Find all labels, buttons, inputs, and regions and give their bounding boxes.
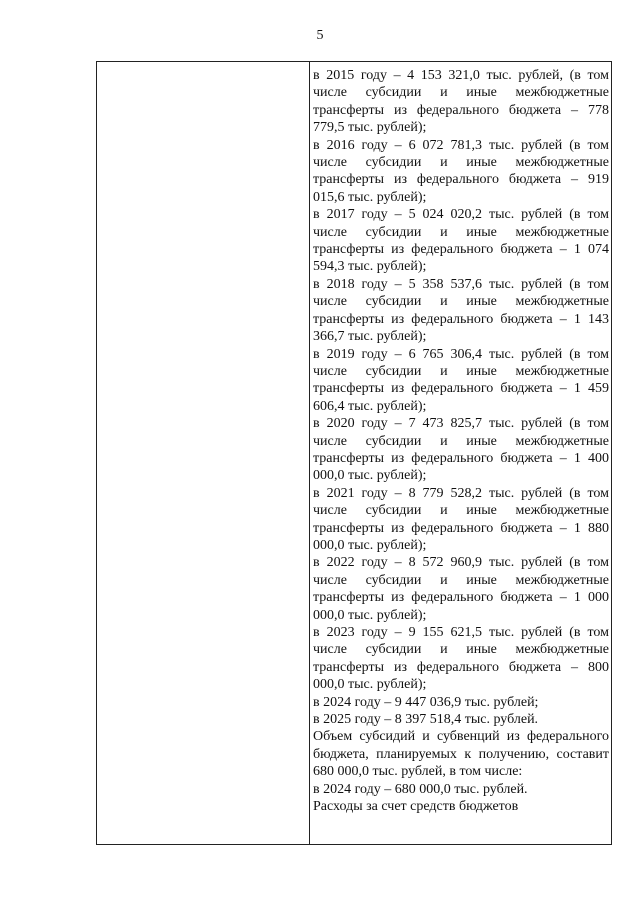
table-right-cell: [310, 62, 611, 844]
paragraph-2025: в 2025 году – 8 397 518,4 тыс. рублей.: [313, 712, 539, 728]
paragraph-2018: в 2018 году – 5 358 537,6 тыс. рублей (в том числе субсидии и иные межбюджетные трансферты из федерального бюджета – 1 143 366,7 тыс. рублей);: [313, 276, 609, 345]
paragraph-2022: в 2022 году – 8 572 960,9 тыс. рублей (в том числе субсидии и иные межбюджетные трансферты из федерального бюджета – 1 000 000,0 тыс. рублей);: [313, 555, 609, 623]
paragraph-2019: в 2019 году – 6 765 306,4 тыс. рублей (в том числе субсидии и иные межбюджетные трансферты из федерального бюджета – 1 459 606,4 тыс. рублей);: [313, 346, 609, 414]
budget-table: [96, 61, 612, 845]
page-number: 5: [316, 28, 324, 43]
paragraph-subsidies-volume: Объем субсидий и субвенций из федерального бюджета, планируемых к получению, составит 680 000,0 тыс. рублей, в том числе:: [313, 729, 609, 780]
paragraph-2021: в 2021 году – 8 779 528,2 тыс. рублей (в том числе субсидии и иные межбюджетные трансферты из федерального бюджета – 1 880 000,0 тыс. рублей);: [313, 485, 609, 553]
paragraph-2016: в 2016 году – 6 072 781,3 тыс. рублей (в том числе субсидии и иные межбюджетные трансферты из федерального бюджета – 919 015,6 тыс. рублей);: [313, 137, 609, 205]
paragraph-2024: в 2024 году – 9 447 036,9 тыс. рублей;: [313, 694, 539, 710]
paragraph-2020: в 2020 году – 7 473 825,7 тыс. рублей (в том числе субсидии и иные межбюджетные трансферты из федерального бюджета – 1 400 000,0 тыс. рублей);: [313, 416, 609, 484]
paragraph-2023: в 2023 году – 9 155 621,5 тыс. рублей (в том числе субсидии и иные межбюджетные трансферты из федерального бюджета – 800 000,0 тыс. рублей);: [313, 625, 609, 693]
paragraph-expenses: Расходы за счет средств бюджетов: [313, 799, 519, 815]
paragraph-2015: в 2015 году – 4 153 321,0 тыс. рублей, (в том числе субсидии и иные межбюджетные трансферты из федерального бюджета – 778 779,5 тыс. рублей);: [313, 68, 609, 136]
paragraph-subsidies-2024: в 2024 году – 680 000,0 тыс. рублей.: [313, 781, 528, 797]
table-left-cell: [97, 62, 310, 844]
paragraph-2017: в 2017 году – 5 024 020,2 тыс. рублей (в том числе субсидии и иные межбюджетные трансферты из федерального бюджета – 1 074 594,3 тыс. рублей);: [313, 207, 609, 275]
